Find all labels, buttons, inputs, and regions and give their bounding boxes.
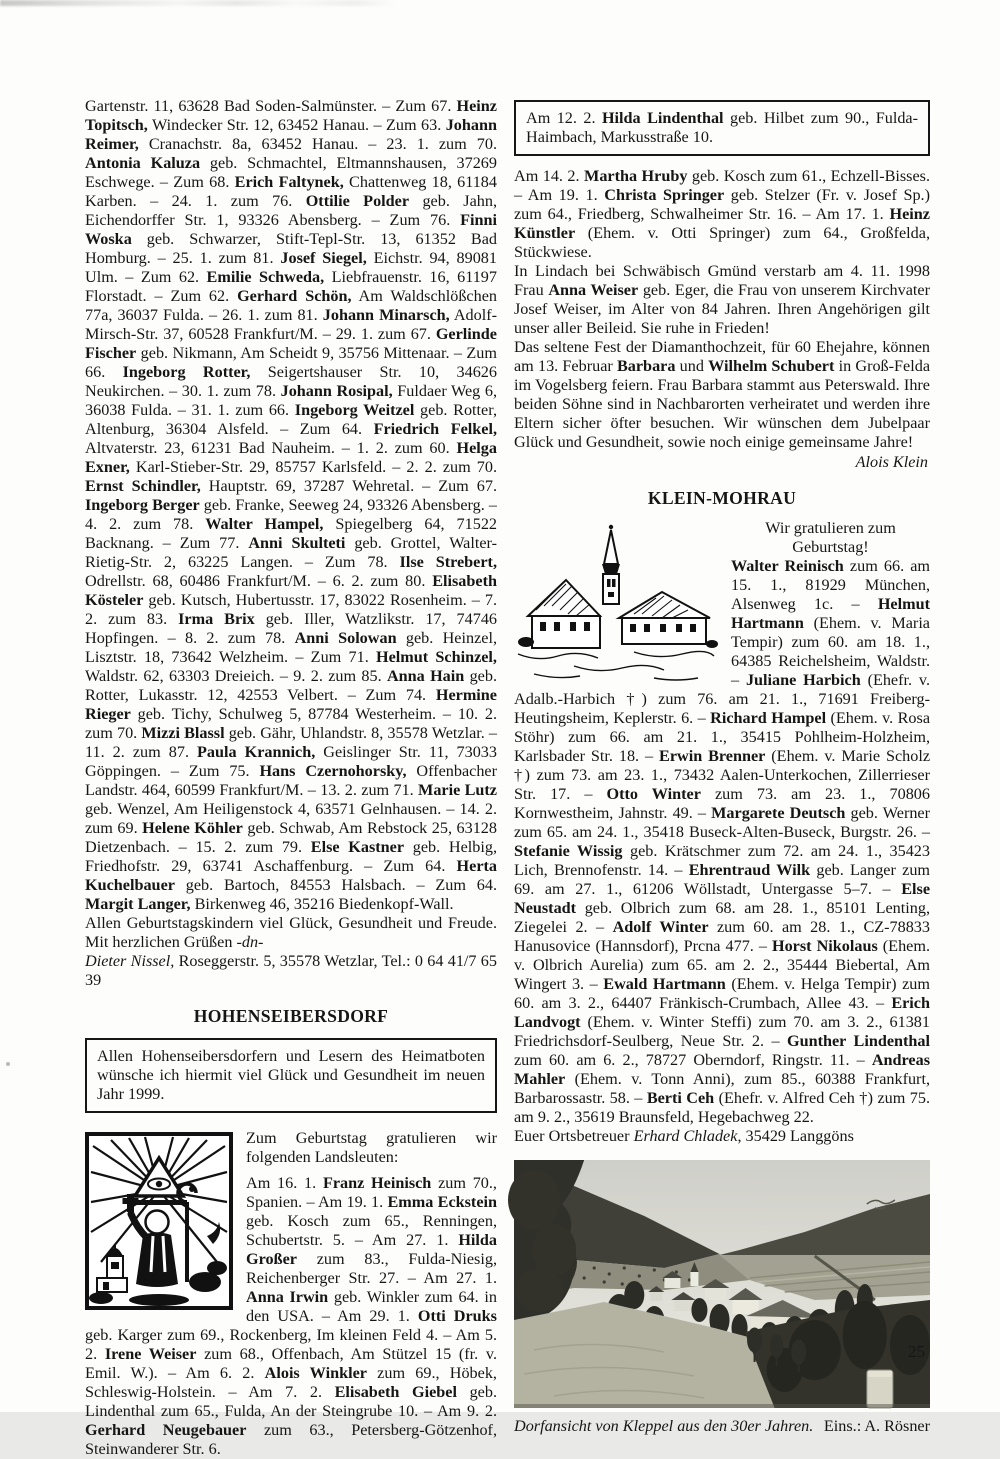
boxed-birthday-text: Am 12. 2. Hilda Lindenthal geb. Hilbet zum 90., Fulda-Haimbach, Markusstraße 10.	[526, 109, 919, 146]
church-woodcut-illustration	[514, 522, 719, 684]
contact-line: Dieter Nissel, Roseggerstr. 5, 35578 Wetzlar, Tel.: 0 64 41/7 65 39	[85, 952, 497, 989]
caption-credit: Eins.: A. Rösner	[823, 1417, 930, 1435]
new-year-notice-box	[85, 1038, 497, 1113]
klein-mohrau-greetings-block	[514, 519, 930, 1127]
caption-text: Dorfansicht von Kleppel aus den 30er Jahren.	[514, 1417, 814, 1435]
notice-text: Allen Hohenseibersdorfern und Lesern des Heimatboten wünsche ich hiermit viel Glück und Gesundheit im neuen Jahr 1999.	[97, 1047, 485, 1103]
page-number: 25	[908, 1342, 925, 1361]
photo-caption	[514, 1417, 930, 1436]
right-column	[514, 100, 930, 1436]
signature-alois-klein: Alois Klein	[855, 453, 928, 471]
section-heading-klein-mohrau: KLEIN-MOHRAU	[647, 488, 797, 508]
scan-speck	[6, 1062, 10, 1066]
february-birthdays-paragraph: Am 14. 2. Martha Hruby geb. Kosch zum 61., Echzell-Bisses. – Am 19. 1. Christa Springer geb. Stelzer (Fr. v. Josef Sp.) zum 64., Friedberg, Schwalheimer Str. 16. – Am 17. 1. Heinz Künstler (Ehem. v. Otti Springer) zum 64., Großfelda, Stückwiese.	[514, 167, 931, 261]
saint-woodcut-illustration	[85, 1132, 233, 1310]
scan-artifact	[0, 0, 395, 6]
anniversary-paragraph: Das seltene Fest der Diamanthochzeit, für 60 Ehejahre, können am 13. Februar Barbara und Wilhelm Schubert in Groß-Felda im Vogelsberg feiern. Frau Barbara stammt aus Peterswald. Ihre beiden Söhne sind in Nachbarorten verheiratet und werden ihre Eltern sicher öfter besuchen. Wir wünschen dem Jubelpaar Glück und Gesundheit, sowie noch einige gemeinsame Jahre!	[514, 338, 931, 451]
village-photo	[514, 1160, 930, 1408]
birthday-list-paragraph: Gartenstr. 11, 63628 Bad Soden-Salmünster. – Zum 67. Heinz Topitsch, Windecker Str. 12, 63452 Hanau. – Zum 63. Johann Reimer, Cranachstr. 8a, 63452 Hanau. – 23. 1. zum 70. Antonia Kaluza geb. Schmachtel, Eltmannshausen, 37269 Eschwege. – Zum 68. Erich Faltynek, Chattenweg 18, 61184 Karben. – 24. 1. zum 76. Ottilie Polder geb. Jahn, Eichendorffer Str. 1, 93326 Abensberg. – Zum 76. Finni Woska geb. Schwarzer, Stift-Tepl-Str. 13, 61352 Bad Homburg. – 25. 1. zum 81. Josef Siegel, Eichstr. 94, 89081 Ulm. – Zum 62. Emilie Schweda, Liebfrauenstr. 16, 61197 Florstadt. – Zum 62. Gerhard Schön, Am Waldschlößchen 77a, 36037 Fulda. – 26. 1. zum 81. Johann Minarsch, Adolf-Mirsch-Str. 37, 60528 Frankfurt/M. – 29. 1. zum 67. Gerlinde Fischer geb. Nikmann, Am Scheidt 9, 35756 Mittenaar. – Zum 66. Ingeborg Rotter, Seigertshauser Str. 10, 34626 Neukirchen. – 30. 1. zum 78. Johann Rosipal, Fuldaer Weg 6, 36038 Fulda. – 31. 1. zum 66. Ingeborg Weitzel geb. Rotter, Altenburg, 36304 Alsfeld. – Zum 64. Friedrich Felkel, Altvaterstr. 23, 61231 Bad Nauheim. – 1. 2. zum 60. Helga Exner, Karl-Stieber-Str. 29, 85757 Karlsfeld. – 2. 2. zum 70. Ernst Schindler, Hauptstr. 69, 37287 Wehretal. – Zum 67. Ingeborg Berger geb. Franke, Seeweg 24, 93326 Abensberg. – 4. 2. zum 78. Walter Hampel, Spiegelberg 64, 71522 Backnang. – Zum 77. Anni Skulteti geb. Grottel, Walter-Rietig-Str. 2, 63225 Langen. – Zum 78. Ilse Strebert, Odrellstr. 68, 60486 Frankfurt/M. – 6. 2. zum 80. Elisabeth Kösteler geb. Kutsch, Hubertusstr. 17, 83022 Rosenheim. – 7. 2. zum 83. Irma Brix geb. Iller, Watzlikstr. 17, 74746 Hopfingen. – 8. 2. zum 78. Anni Solowan geb. Heinzel, Lisztstr. 18, 73642 Welzheim. – Zum 71. Helmut Schinzel, Waldstr. 62, 63303 Dreieich. – 9. 2. zum 85. Anna Hain geb. Rotter, Lukasstr. 12, 42553 Velbert. – Zum 74. Hermine Rieger geb. Tichy, Schulweg 5, 87784 Westerheim. – 10. 2. zum 70. Mizzi Blassl geb. Gähr, Uhlandstr. 8, 35578 Wetzlar. – 11. 2. zum 87. Paula Krannich, Geislinger Str. 11, 73033 Göppingen. – Zum 75. Hans Czernohorsky, Offenbacher Landstr. 464, 60599 Frankfurt/M. – 13. 2. zum 71. Marie Lutz geb. Wenzel, Am Heiligenstock 4, 63571 Gelnhausen. – 14. 2. zum 69. Helene Köhler geb. Schwab, Am Rebstock 25, 63128 Dietzenbach. – 15. 2. zum 79. Else Kastner geb. Helbig, Friedhofstr. 29, 63741 Aschaffenburg. – Zum 64. Herta Kuchelbauer geb. Bartoch, 84553 Halsbach. – Zum 64. Margit Langer, Birkenweg 46, 35216 Biedenkopf-Wall.	[85, 97, 498, 913]
caretaker-line: Euer Ortsbetreuer Erhard Chladek, 35429 Langgöns	[514, 1127, 854, 1145]
hilda-lindenthal-box	[514, 100, 930, 156]
greetings-list-paragraph: Am 16. 1. Franz Heinisch zum 70., Spanien. – Am 19. 1. Emma Eckstein geb. Kosch zum 65., Renningen, Schubertstr. 5. – Am 27. 1. Hilda Großer zum 83., Fulda-Niesig, Reichenberger Str. 27. – Am 27. 1. Anna Irwin geb. Winkler zum 64. in den USA. – Am 29. 1. Otti Druks geb. Karger zum 69., Rockenberg, Im kleinen Feld 4. – Am 5. 2. Irene Weiser zum 68., Offenbach, Am Stützel 15 (fr. v. Emil. W.). – Am 6. 2. Alois Winkler zum 69., Höbek, Schleswig-Holstein. – Am 7. 2. Elisabeth Giebel geb. Lindenthal zum 65., Fulda, An der Steingrube 10. – Am 9. 2. Gerhard Neugebauer zum 63., Petersberg-Götzenhof, Steinwanderer Str. 6.	[85, 1174, 498, 1458]
closing-paragraph: Allen Geburtstagskindern viel Glück, Gesundheit und Freude. Mit herzlichen Grüßen -dn-	[85, 914, 497, 951]
klein-mohrau-list-paragraph: Walter Reinisch zum 66. am 15. 1., 81929 München, Alsenweg 1c. – Helmut Hartmann (Ehem. v. Maria Tempir) zum 60. am 18. 1., 64385 Reichelsheim, Waldstr. – Juliane Harbich (Ehefr. v. Adalb.-Harbich †) zum 76. am 21. 1., 71691 Freiberg-Heutingsheim, Keplerstr. 6. – Richard Hampel (Ehem. v. Rosa Stöhr) zum 66. am 21. 1., 35415 Pohlheim-Holzheim, Karlsbader Str. 18. – Erwin Brenner (Ehem. v. Marie Scholz †) zum 73. am 23. 1., 73432 Aalen-Unterkochen, Zillerrieser Str. 17. – Otto Winter zum 73. am 23. 1., 70806 Kornwestheim, Jahnstr. 49. – Margarete Deutsch geb. Werner zum 65. am 24. 1., 35418 Buseck-Alten-Buseck, Burgstr. 26. – Stefanie Wissig geb. Krätschmer zum 72. am 24. 1., 35423 Lich, Brennofenstr. 14. – Ehrentraud Wilk geb. Langer zum 69. am 27. 1., 61206 Wöllstadt, Untergasse 5–7. – Else Neustadt geb. Olbrich zum 68. am 28. 1., 85101 Lenting, Ziegelei 2. – Adolf Winter zum 60. am 28. 1., CZ-78833 Hanusovice (Hannsdorf), Prcna 477. – Horst Nikolaus (Ehem. v. Olbrich Aurelia) zum 65. am 2. 2., 35444 Biebertal, Am Wingert 3. – Ewald Hartmann (Ehem. v. Helga Tempir) zum 60. am 3. 2., 64407 Fränkisch-Crumbach, Allee 43. – Erich Landvogt (Ehem. v. Winter Steffi) zum 70. am 3. 2., 61381 Friedrichsdorf-Seulberg, Neue Str. 2. – Gunther Lindenthal zum 60. am 6. 2., 78727 Oberndorf, Ringstr. 11. – Andreas Mahler (Ehem. v. Tonn Anni), zum 85., 60388 Frankfurt, Barbarossastr. 58. – Berti Ceh (Ehefr. v. Alfred Ceh †) zum 75. am 9. 2., 35619 Braunsfeld, Hegebachweg 22.	[514, 557, 931, 1126]
obituary-paragraph: In Lindach bei Schwäbisch Gmünd verstarb am 4. 11. 1998 Frau Anna Weiser geb. Eger, die Frau von unserem Kirchvater Josef Weiser, im Alter von 84 Jahren. Ihren Angehörigen gilt unser aller Beileid. Sie ruhe in Frieden!	[514, 262, 930, 337]
left-column	[85, 97, 497, 1459]
section-heading-hohenseibersdorf: HOHENSEIBERSDORF	[193, 1006, 389, 1026]
klein-mohrau-intro: Wir gratulieren zum Geburtstag!	[765, 519, 896, 556]
hohenseibersdorf-greetings-block	[85, 1129, 497, 1459]
greetings-intro: Zum Geburtstag gratulieren wir folgenden Landsleuten:	[246, 1129, 497, 1166]
